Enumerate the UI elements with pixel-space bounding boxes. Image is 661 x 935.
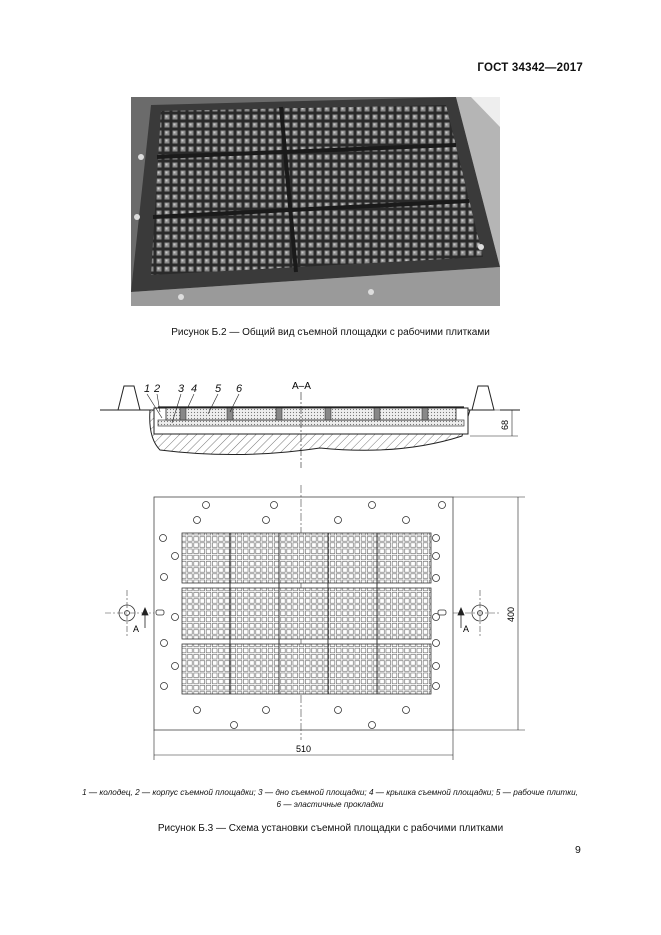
callout-1: 1: [144, 383, 151, 395]
callout-6: 6: [236, 383, 243, 395]
width-dimension: 510: [296, 744, 312, 754]
platform-photo: [131, 97, 500, 306]
callout-3: 3: [178, 383, 185, 395]
document-standard-header: ГОСТ 34342—2017: [477, 62, 583, 74]
height-dimension: 68: [500, 419, 510, 430]
height-dimension: 400: [506, 606, 516, 622]
figure-b2-caption: Рисунок Б.2 — Общий вид съемной площадки с рабочими плитками: [171, 327, 490, 338]
section-mark-left: А: [133, 624, 140, 634]
section-label: А–А: [292, 381, 311, 392]
legend-line-2: 6 — эластичные прокладки: [276, 800, 384, 809]
callout-2: 2: [154, 383, 161, 395]
figure-legend: [40, 787, 620, 811]
callout-5: 5: [215, 383, 222, 395]
section-mark-right: А: [463, 624, 470, 634]
section-drawing: [100, 378, 530, 468]
plan-drawing: [100, 480, 540, 760]
page-number: 9: [575, 844, 581, 856]
callout-4: 4: [191, 383, 198, 395]
figure-b3-caption: Рисунок Б.3 — Схема установки съемной площадки с рабочими плитками: [157, 823, 504, 834]
legend-line-1: 1 — колодец, 2 — корпус съемной площадки; 3 — дно съемной площадки; 4 — крышка съемной площадки; 5 — рабочие плитки,: [82, 788, 578, 797]
